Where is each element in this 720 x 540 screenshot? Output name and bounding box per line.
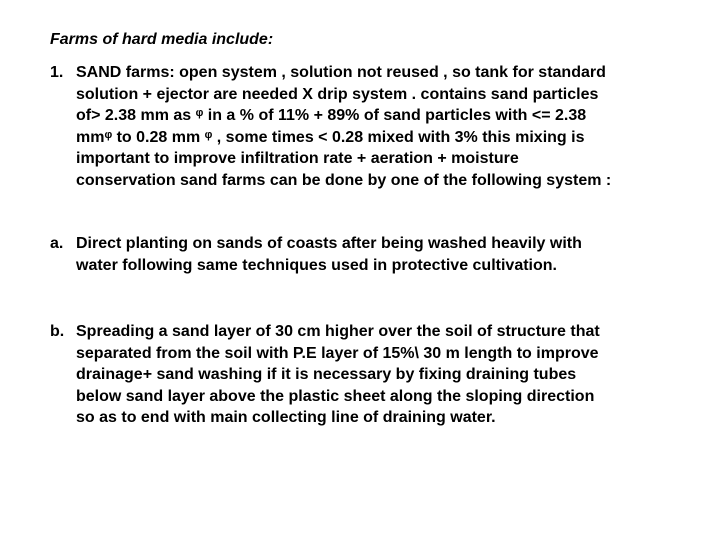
list-marker: 1.: [50, 64, 64, 81]
paragraph-line: separated from the soil with P.E layer of 15%\ 30 m length to improve: [76, 344, 599, 362]
list-item-1: [50, 62, 710, 192]
section-heading: Farms of hard media include:: [50, 31, 274, 48]
paragraph-line: solution + ejector are needed X drip system . contains sand particles: [76, 85, 599, 103]
paragraph-line: drainage+ sand washing if it is necessary by fixing draining tubes: [76, 366, 577, 384]
list-item-b: [50, 321, 710, 429]
list-item-a: [50, 233, 710, 276]
paragraph-line: below sand layer above the plastic sheet along the sloping direction: [76, 387, 595, 405]
paragraph-line: mmᵠ to 0.28 mm ᵠ , some times < 0.28 mixed with 3% this mixing is: [76, 128, 585, 146]
list-marker: a.: [50, 235, 64, 252]
paragraph-line: of> 2.38 mm as ᵠ in a % of 11% + 89% of sand particles with <= 2.38: [76, 107, 587, 125]
paragraph-line: SAND farms: open system , solution not reused , so tank for standard: [76, 64, 606, 81]
paragraph-line: Direct planting on sands of coasts after being washed heavily with: [76, 235, 582, 252]
paragraph-line: important to improve infiltration rate + aeration + moisture: [76, 150, 519, 168]
paragraph-line: water following same techniques used in protective cultivation.: [76, 256, 557, 274]
paragraph-line: Spreading a sand layer of 30 cm higher over the soil of structure that: [76, 323, 600, 340]
paragraph-line: so as to end with main collecting line of draining water.: [76, 409, 496, 427]
list-marker: b.: [50, 323, 65, 340]
paragraph-line: conservation sand farms can be done by one of the following system :: [76, 171, 612, 189]
